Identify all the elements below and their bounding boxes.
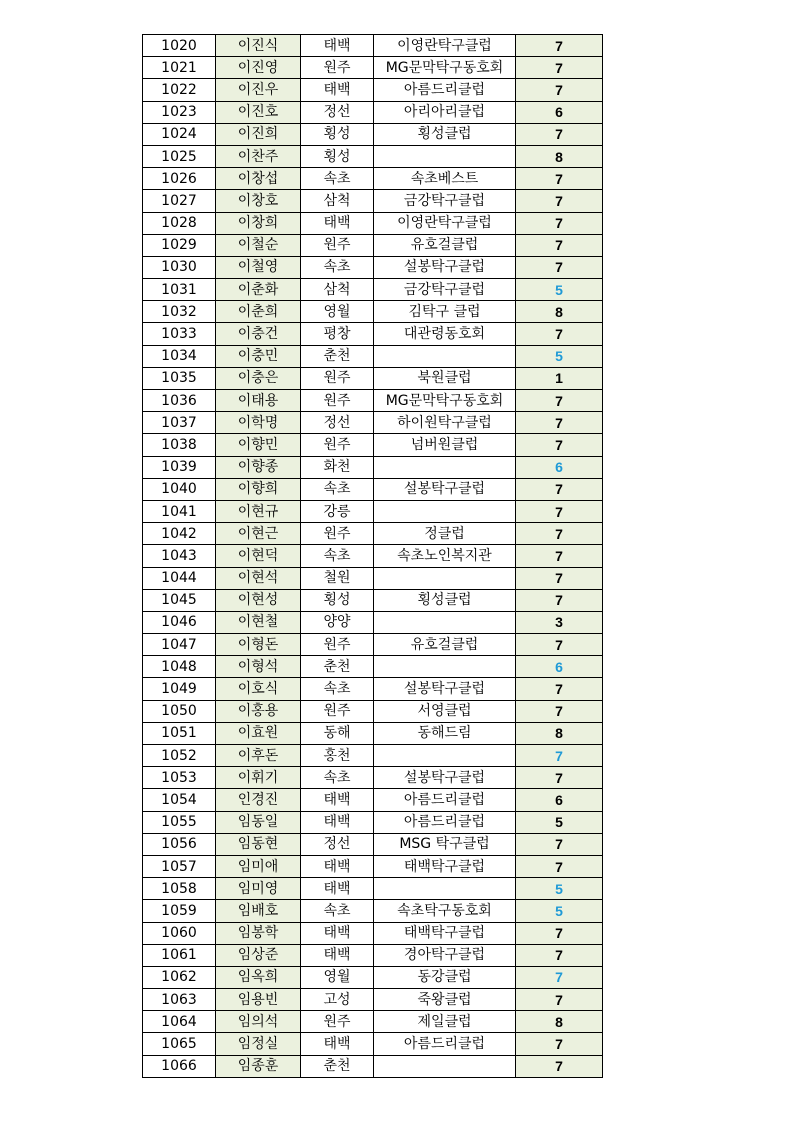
cell-name: 임용빈 xyxy=(216,989,301,1011)
cell-grade: 7 xyxy=(516,168,603,190)
member-table xyxy=(142,34,603,1078)
cell-number: 1033 xyxy=(143,323,216,345)
table-row xyxy=(143,545,603,567)
cell-name: 이현성 xyxy=(216,589,301,611)
cell-name: 이향민 xyxy=(216,434,301,456)
cell-club: 경아탁구클럽 xyxy=(374,944,516,966)
cell-grade: 7 xyxy=(516,855,603,877)
cell-region: 원주 xyxy=(301,1011,374,1033)
table-row xyxy=(143,478,603,500)
cell-name: 이휘기 xyxy=(216,767,301,789)
cell-grade: 6 xyxy=(516,656,603,678)
table-row xyxy=(143,878,603,900)
cell-grade: 7 xyxy=(516,989,603,1011)
cell-club: 횡성클럽 xyxy=(374,123,516,145)
cell-club xyxy=(374,145,516,167)
cell-region: 태백 xyxy=(301,878,374,900)
cell-grade: 7 xyxy=(516,256,603,278)
cell-club: 서영클럽 xyxy=(374,700,516,722)
cell-grade: 7 xyxy=(516,1055,603,1077)
cell-club: 유호걸클럽 xyxy=(374,634,516,656)
cell-grade: 8 xyxy=(516,145,603,167)
cell-number: 1039 xyxy=(143,456,216,478)
cell-name: 임정실 xyxy=(216,1033,301,1055)
cell-region: 태백 xyxy=(301,811,374,833)
cell-grade: 7 xyxy=(516,634,603,656)
cell-club: 넘버원클럽 xyxy=(374,434,516,456)
cell-name: 이진영 xyxy=(216,57,301,79)
cell-name: 이효원 xyxy=(216,722,301,744)
cell-name: 임동일 xyxy=(216,811,301,833)
cell-number: 1045 xyxy=(143,589,216,611)
cell-name: 이현석 xyxy=(216,567,301,589)
cell-region: 평창 xyxy=(301,323,374,345)
cell-grade: 5 xyxy=(516,345,603,367)
cell-number: 1044 xyxy=(143,567,216,589)
cell-name: 이향희 xyxy=(216,478,301,500)
cell-name: 임배호 xyxy=(216,900,301,922)
cell-grade: 7 xyxy=(516,35,603,57)
member-table-body xyxy=(143,35,603,1078)
table-row xyxy=(143,589,603,611)
table-row xyxy=(143,855,603,877)
cell-grade: 8 xyxy=(516,722,603,744)
cell-region: 횡성 xyxy=(301,145,374,167)
cell-club xyxy=(374,1055,516,1077)
cell-name: 임의석 xyxy=(216,1011,301,1033)
cell-grade: 7 xyxy=(516,1033,603,1055)
cell-club: 설봉탁구클럽 xyxy=(374,256,516,278)
cell-region: 양양 xyxy=(301,611,374,633)
cell-club: 속초노인복지관 xyxy=(374,545,516,567)
table-row xyxy=(143,279,603,301)
cell-name: 이찬주 xyxy=(216,145,301,167)
table-row xyxy=(143,789,603,811)
cell-name: 이진식 xyxy=(216,35,301,57)
table-row xyxy=(143,922,603,944)
cell-name: 임옥희 xyxy=(216,966,301,988)
cell-number: 1026 xyxy=(143,168,216,190)
cell-number: 1048 xyxy=(143,656,216,678)
cell-number: 1027 xyxy=(143,190,216,212)
cell-club: 유호걸클럽 xyxy=(374,234,516,256)
cell-number: 1047 xyxy=(143,634,216,656)
cell-region: 횡성 xyxy=(301,123,374,145)
cell-region: 원주 xyxy=(301,367,374,389)
cell-grade: 7 xyxy=(516,57,603,79)
table-row xyxy=(143,57,603,79)
cell-region: 속초 xyxy=(301,900,374,922)
cell-number: 1043 xyxy=(143,545,216,567)
table-row xyxy=(143,567,603,589)
table-row xyxy=(143,989,603,1011)
table-row xyxy=(143,811,603,833)
cell-grade: 7 xyxy=(516,922,603,944)
cell-number: 1036 xyxy=(143,390,216,412)
cell-club xyxy=(374,878,516,900)
cell-club: 태백탁구클럽 xyxy=(374,922,516,944)
table-row xyxy=(143,123,603,145)
cell-name: 임미애 xyxy=(216,855,301,877)
cell-name: 이향종 xyxy=(216,456,301,478)
table-row xyxy=(143,656,603,678)
cell-name: 임봉학 xyxy=(216,922,301,944)
cell-grade: 3 xyxy=(516,611,603,633)
cell-club: 북원클럽 xyxy=(374,367,516,389)
cell-club: 하이원탁구클럽 xyxy=(374,412,516,434)
cell-name: 이창희 xyxy=(216,212,301,234)
cell-region: 춘천 xyxy=(301,1055,374,1077)
cell-name: 이후돈 xyxy=(216,745,301,767)
cell-number: 1061 xyxy=(143,944,216,966)
cell-region: 태백 xyxy=(301,79,374,101)
cell-club: 김탁구 클럽 xyxy=(374,301,516,323)
cell-region: 태백 xyxy=(301,944,374,966)
cell-name: 이현철 xyxy=(216,611,301,633)
cell-number: 1062 xyxy=(143,966,216,988)
cell-number: 1030 xyxy=(143,256,216,278)
cell-region: 원주 xyxy=(301,700,374,722)
cell-grade: 8 xyxy=(516,301,603,323)
cell-region: 동해 xyxy=(301,722,374,744)
cell-region: 원주 xyxy=(301,434,374,456)
table-row xyxy=(143,168,603,190)
cell-grade: 7 xyxy=(516,567,603,589)
cell-number: 1029 xyxy=(143,234,216,256)
cell-club xyxy=(374,500,516,522)
cell-name: 이충건 xyxy=(216,323,301,345)
cell-grade: 5 xyxy=(516,811,603,833)
cell-region: 춘천 xyxy=(301,656,374,678)
cell-number: 1041 xyxy=(143,500,216,522)
table-row xyxy=(143,79,603,101)
cell-number: 1024 xyxy=(143,123,216,145)
cell-name: 이창호 xyxy=(216,190,301,212)
cell-club: 아름드리클럽 xyxy=(374,811,516,833)
cell-club: 죽왕클럽 xyxy=(374,989,516,1011)
cell-number: 1064 xyxy=(143,1011,216,1033)
cell-grade: 6 xyxy=(516,101,603,123)
cell-region: 영월 xyxy=(301,301,374,323)
cell-region: 정선 xyxy=(301,833,374,855)
cell-region: 속초 xyxy=(301,478,374,500)
cell-club xyxy=(374,567,516,589)
cell-name: 임상준 xyxy=(216,944,301,966)
cell-name: 이진희 xyxy=(216,123,301,145)
cell-region: 태백 xyxy=(301,922,374,944)
cell-grade: 5 xyxy=(516,878,603,900)
cell-region: 홍천 xyxy=(301,745,374,767)
cell-club: 대관령동호회 xyxy=(374,323,516,345)
cell-region: 영월 xyxy=(301,966,374,988)
cell-region: 태백 xyxy=(301,855,374,877)
cell-grade: 7 xyxy=(516,212,603,234)
table-row xyxy=(143,678,603,700)
cell-name: 이춘희 xyxy=(216,301,301,323)
table-row xyxy=(143,900,603,922)
cell-name: 이진우 xyxy=(216,79,301,101)
cell-club: 설봉탁구클럽 xyxy=(374,478,516,500)
cell-club: 설봉탁구클럽 xyxy=(374,767,516,789)
cell-club: 동강클럽 xyxy=(374,966,516,988)
table-row xyxy=(143,412,603,434)
cell-number: 1057 xyxy=(143,855,216,877)
cell-name: 이충은 xyxy=(216,367,301,389)
cell-region: 원주 xyxy=(301,234,374,256)
cell-name: 인경진 xyxy=(216,789,301,811)
cell-club xyxy=(374,345,516,367)
table-row xyxy=(143,367,603,389)
cell-number: 1031 xyxy=(143,279,216,301)
cell-club: 제일클럽 xyxy=(374,1011,516,1033)
cell-number: 1035 xyxy=(143,367,216,389)
cell-region: 속초 xyxy=(301,256,374,278)
cell-number: 1021 xyxy=(143,57,216,79)
cell-club: 금강탁구클럽 xyxy=(374,279,516,301)
table-row xyxy=(143,101,603,123)
cell-name: 이현규 xyxy=(216,500,301,522)
cell-region: 태백 xyxy=(301,212,374,234)
cell-region: 춘천 xyxy=(301,345,374,367)
cell-region: 원주 xyxy=(301,57,374,79)
cell-region: 삼척 xyxy=(301,279,374,301)
table-row xyxy=(143,345,603,367)
cell-grade: 7 xyxy=(516,412,603,434)
cell-number: 1051 xyxy=(143,722,216,744)
cell-grade: 7 xyxy=(516,966,603,988)
cell-number: 1042 xyxy=(143,523,216,545)
cell-club: 횡성클럽 xyxy=(374,589,516,611)
cell-region: 정선 xyxy=(301,101,374,123)
cell-grade: 7 xyxy=(516,190,603,212)
cell-name: 이형돈 xyxy=(216,634,301,656)
table-row xyxy=(143,212,603,234)
cell-name: 이학명 xyxy=(216,412,301,434)
cell-name: 이홍용 xyxy=(216,700,301,722)
cell-name: 임미영 xyxy=(216,878,301,900)
table-row xyxy=(143,190,603,212)
cell-region: 철원 xyxy=(301,567,374,589)
table-row xyxy=(143,35,603,57)
cell-grade: 7 xyxy=(516,79,603,101)
cell-number: 1052 xyxy=(143,745,216,767)
cell-region: 정선 xyxy=(301,412,374,434)
cell-grade: 7 xyxy=(516,323,603,345)
table-row xyxy=(143,500,603,522)
cell-grade: 7 xyxy=(516,434,603,456)
cell-number: 1066 xyxy=(143,1055,216,1077)
cell-number: 1022 xyxy=(143,79,216,101)
cell-grade: 7 xyxy=(516,589,603,611)
table-row xyxy=(143,1033,603,1055)
cell-number: 1020 xyxy=(143,35,216,57)
cell-club: MG문막탁구동호회 xyxy=(374,390,516,412)
cell-number: 1046 xyxy=(143,611,216,633)
table-row xyxy=(143,634,603,656)
cell-name: 이충민 xyxy=(216,345,301,367)
table-row xyxy=(143,944,603,966)
table-row xyxy=(143,145,603,167)
table-row xyxy=(143,301,603,323)
cell-grade: 7 xyxy=(516,700,603,722)
cell-club: 동해드림 xyxy=(374,722,516,744)
cell-club: 설봉탁구클럽 xyxy=(374,678,516,700)
cell-club xyxy=(374,611,516,633)
cell-name: 이창섭 xyxy=(216,168,301,190)
cell-region: 원주 xyxy=(301,523,374,545)
table-row xyxy=(143,745,603,767)
cell-grade: 7 xyxy=(516,500,603,522)
cell-name: 이태용 xyxy=(216,390,301,412)
table-row xyxy=(143,767,603,789)
cell-name: 이현덕 xyxy=(216,545,301,567)
cell-number: 1063 xyxy=(143,989,216,1011)
cell-number: 1065 xyxy=(143,1033,216,1055)
cell-grade: 7 xyxy=(516,390,603,412)
cell-club: 아름드리클럽 xyxy=(374,1033,516,1055)
cell-club xyxy=(374,456,516,478)
cell-region: 원주 xyxy=(301,390,374,412)
cell-grade: 7 xyxy=(516,234,603,256)
cell-region: 태백 xyxy=(301,789,374,811)
cell-name: 이호식 xyxy=(216,678,301,700)
cell-grade: 7 xyxy=(516,545,603,567)
table-row xyxy=(143,323,603,345)
cell-name: 이철순 xyxy=(216,234,301,256)
cell-number: 1053 xyxy=(143,767,216,789)
cell-name: 이현근 xyxy=(216,523,301,545)
cell-name: 이춘화 xyxy=(216,279,301,301)
cell-name: 임종훈 xyxy=(216,1055,301,1077)
cell-number: 1034 xyxy=(143,345,216,367)
cell-club: 아름드리클럽 xyxy=(374,79,516,101)
cell-region: 태백 xyxy=(301,35,374,57)
cell-grade: 5 xyxy=(516,900,603,922)
cell-grade: 7 xyxy=(516,745,603,767)
cell-region: 속초 xyxy=(301,678,374,700)
cell-grade: 6 xyxy=(516,456,603,478)
cell-number: 1025 xyxy=(143,145,216,167)
cell-club: 속초베스트 xyxy=(374,168,516,190)
cell-region: 원주 xyxy=(301,634,374,656)
cell-grade: 7 xyxy=(516,123,603,145)
table-row xyxy=(143,234,603,256)
cell-number: 1055 xyxy=(143,811,216,833)
cell-grade: 1 xyxy=(516,367,603,389)
table-row xyxy=(143,523,603,545)
table-row xyxy=(143,833,603,855)
cell-number: 1032 xyxy=(143,301,216,323)
cell-club xyxy=(374,656,516,678)
cell-club: 아리아리클럽 xyxy=(374,101,516,123)
cell-number: 1040 xyxy=(143,478,216,500)
cell-region: 태백 xyxy=(301,1033,374,1055)
cell-number: 1060 xyxy=(143,922,216,944)
cell-region: 강릉 xyxy=(301,500,374,522)
cell-region: 화천 xyxy=(301,456,374,478)
cell-number: 1023 xyxy=(143,101,216,123)
cell-region: 고성 xyxy=(301,989,374,1011)
cell-number: 1037 xyxy=(143,412,216,434)
table-row xyxy=(143,256,603,278)
cell-grade: 7 xyxy=(516,767,603,789)
cell-grade: 6 xyxy=(516,789,603,811)
cell-grade: 7 xyxy=(516,944,603,966)
cell-number: 1050 xyxy=(143,700,216,722)
cell-grade: 7 xyxy=(516,523,603,545)
table-row xyxy=(143,722,603,744)
cell-region: 속초 xyxy=(301,545,374,567)
cell-grade: 7 xyxy=(516,833,603,855)
cell-region: 삼척 xyxy=(301,190,374,212)
cell-number: 1038 xyxy=(143,434,216,456)
cell-region: 횡성 xyxy=(301,589,374,611)
cell-grade: 7 xyxy=(516,478,603,500)
cell-number: 1056 xyxy=(143,833,216,855)
table-row xyxy=(143,1055,603,1077)
cell-number: 1028 xyxy=(143,212,216,234)
cell-club: MG문막탁구동호회 xyxy=(374,57,516,79)
table-row xyxy=(143,390,603,412)
cell-grade: 7 xyxy=(516,678,603,700)
table-row xyxy=(143,700,603,722)
table-row xyxy=(143,456,603,478)
table-row xyxy=(143,434,603,456)
cell-region: 속초 xyxy=(301,767,374,789)
cell-region: 속초 xyxy=(301,168,374,190)
table-row xyxy=(143,611,603,633)
cell-number: 1058 xyxy=(143,878,216,900)
cell-name: 이형석 xyxy=(216,656,301,678)
table-row xyxy=(143,966,603,988)
cell-club: 태백탁구클럽 xyxy=(374,855,516,877)
cell-name: 임동현 xyxy=(216,833,301,855)
cell-club xyxy=(374,745,516,767)
cell-club: 이영란탁구클럽 xyxy=(374,212,516,234)
cell-club: 정클럽 xyxy=(374,523,516,545)
cell-club: MSG 탁구클럽 xyxy=(374,833,516,855)
cell-club: 이영란탁구클럽 xyxy=(374,35,516,57)
cell-number: 1049 xyxy=(143,678,216,700)
cell-club: 속초탁구동호회 xyxy=(374,900,516,922)
table-row xyxy=(143,1011,603,1033)
cell-number: 1059 xyxy=(143,900,216,922)
cell-name: 이철영 xyxy=(216,256,301,278)
cell-name: 이진호 xyxy=(216,101,301,123)
cell-club: 금강탁구클럽 xyxy=(374,190,516,212)
cell-grade: 8 xyxy=(516,1011,603,1033)
cell-number: 1054 xyxy=(143,789,216,811)
cell-club: 아름드리클럽 xyxy=(374,789,516,811)
cell-grade: 5 xyxy=(516,279,603,301)
